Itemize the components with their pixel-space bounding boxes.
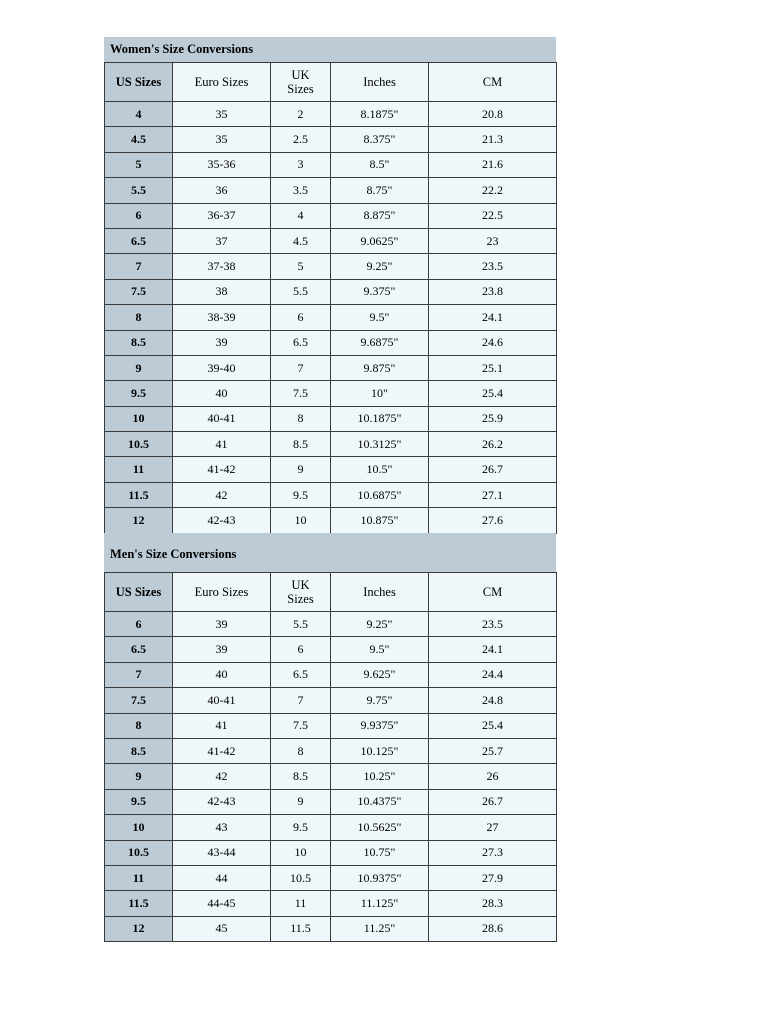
euro-size-cell: 41 bbox=[173, 713, 271, 738]
uk-size-cell: 8 bbox=[271, 738, 331, 763]
inches-cell: 10.6875" bbox=[331, 482, 429, 507]
euro-size-cell: 42-43 bbox=[173, 789, 271, 814]
inches-cell: 8.1875" bbox=[331, 102, 429, 127]
inches-cell: 9.5" bbox=[331, 637, 429, 662]
uk-size-cell: 5.5 bbox=[271, 279, 331, 304]
us-size-cell: 12 bbox=[105, 916, 173, 941]
cm-cell: 27.1 bbox=[429, 482, 557, 507]
us-size-cell: 6 bbox=[105, 612, 173, 637]
us-size-cell: 8.5 bbox=[105, 330, 173, 355]
col-header-uk-sizes: UK Sizes bbox=[271, 573, 331, 612]
table-row bbox=[105, 612, 557, 637]
uk-size-cell: 8 bbox=[271, 406, 331, 431]
cm-cell: 20.8 bbox=[429, 102, 557, 127]
inches-cell: 9.375" bbox=[331, 279, 429, 304]
table-row bbox=[105, 178, 557, 203]
euro-size-cell: 45 bbox=[173, 916, 271, 941]
table-row bbox=[105, 203, 557, 228]
us-size-cell: 4.5 bbox=[105, 127, 173, 152]
inches-cell: 10.5" bbox=[331, 457, 429, 482]
euro-size-cell: 40-41 bbox=[173, 688, 271, 713]
uk-size-cell: 10 bbox=[271, 508, 331, 533]
uk-size-cell: 11 bbox=[271, 891, 331, 916]
table-row bbox=[105, 865, 557, 890]
euro-size-cell: 42 bbox=[173, 482, 271, 507]
cm-cell: 25.4 bbox=[429, 381, 557, 406]
table-row bbox=[105, 127, 557, 152]
inches-cell: 8.375" bbox=[331, 127, 429, 152]
uk-size-cell: 7.5 bbox=[271, 381, 331, 406]
us-size-cell: 10 bbox=[105, 815, 173, 840]
uk-size-cell: 10.5 bbox=[271, 865, 331, 890]
cm-cell: 26.7 bbox=[429, 457, 557, 482]
euro-size-cell: 43-44 bbox=[173, 840, 271, 865]
inches-cell: 9.5" bbox=[331, 305, 429, 330]
us-size-cell: 5.5 bbox=[105, 178, 173, 203]
women-size-table bbox=[104, 62, 557, 534]
col-header-inches: Inches bbox=[331, 63, 429, 102]
inches-cell: 10.25" bbox=[331, 764, 429, 789]
euro-size-cell: 40 bbox=[173, 381, 271, 406]
col-header-cm: CM bbox=[429, 573, 557, 612]
cm-cell: 27 bbox=[429, 815, 557, 840]
inches-cell: 9.9375" bbox=[331, 713, 429, 738]
cm-cell: 23.5 bbox=[429, 254, 557, 279]
euro-size-cell: 38-39 bbox=[173, 305, 271, 330]
table-row bbox=[105, 279, 557, 304]
us-size-cell: 9 bbox=[105, 355, 173, 380]
table-row bbox=[105, 152, 557, 177]
men-table-title: Men's Size Conversions bbox=[104, 533, 556, 572]
cm-cell: 24.6 bbox=[429, 330, 557, 355]
inches-cell: 10.4375" bbox=[331, 789, 429, 814]
euro-size-cell: 39 bbox=[173, 637, 271, 662]
women-size-table-block bbox=[104, 37, 556, 534]
table-row bbox=[105, 432, 557, 457]
cm-cell: 28.3 bbox=[429, 891, 557, 916]
us-size-cell: 12 bbox=[105, 508, 173, 533]
uk-size-cell: 8.5 bbox=[271, 432, 331, 457]
uk-size-cell: 7 bbox=[271, 355, 331, 380]
table-row bbox=[105, 305, 557, 330]
euro-size-cell: 35 bbox=[173, 102, 271, 127]
uk-size-cell: 6.5 bbox=[271, 662, 331, 687]
cm-cell: 25.4 bbox=[429, 713, 557, 738]
us-size-cell: 10 bbox=[105, 406, 173, 431]
us-size-cell: 10.5 bbox=[105, 840, 173, 865]
cm-cell: 28.6 bbox=[429, 916, 557, 941]
inches-cell: 9.25" bbox=[331, 254, 429, 279]
uk-size-cell: 5 bbox=[271, 254, 331, 279]
table-row bbox=[105, 815, 557, 840]
euro-size-cell: 40 bbox=[173, 662, 271, 687]
euro-size-cell: 37 bbox=[173, 228, 271, 253]
inches-cell: 10.3125" bbox=[331, 432, 429, 457]
table-row bbox=[105, 637, 557, 662]
uk-size-cell: 9 bbox=[271, 457, 331, 482]
table-row bbox=[105, 764, 557, 789]
table-row bbox=[105, 713, 557, 738]
table-row bbox=[105, 482, 557, 507]
inches-cell: 8.75" bbox=[331, 178, 429, 203]
uk-size-cell: 6 bbox=[271, 637, 331, 662]
euro-size-cell: 42-43 bbox=[173, 508, 271, 533]
uk-size-cell: 8.5 bbox=[271, 764, 331, 789]
euro-size-cell: 44-45 bbox=[173, 891, 271, 916]
uk-size-cell: 5.5 bbox=[271, 612, 331, 637]
col-header-cm: CM bbox=[429, 63, 557, 102]
cm-cell: 23.5 bbox=[429, 612, 557, 637]
uk-size-cell: 3.5 bbox=[271, 178, 331, 203]
us-size-cell: 10.5 bbox=[105, 432, 173, 457]
cm-cell: 25.9 bbox=[429, 406, 557, 431]
us-size-cell: 9.5 bbox=[105, 381, 173, 406]
table-row bbox=[105, 738, 557, 763]
uk-size-cell: 4 bbox=[271, 203, 331, 228]
euro-size-cell: 39 bbox=[173, 330, 271, 355]
table-row bbox=[105, 891, 557, 916]
us-size-cell: 7.5 bbox=[105, 688, 173, 713]
uk-size-cell: 6.5 bbox=[271, 330, 331, 355]
col-header-inches: Inches bbox=[331, 573, 429, 612]
euro-size-cell: 37-38 bbox=[173, 254, 271, 279]
cm-cell: 27.3 bbox=[429, 840, 557, 865]
inches-cell: 9.875" bbox=[331, 355, 429, 380]
us-size-cell: 7 bbox=[105, 662, 173, 687]
inches-cell: 10" bbox=[331, 381, 429, 406]
cm-cell: 24.1 bbox=[429, 305, 557, 330]
us-size-cell: 11 bbox=[105, 865, 173, 890]
uk-size-cell: 9 bbox=[271, 789, 331, 814]
us-size-cell: 11 bbox=[105, 457, 173, 482]
inches-cell: 11.25" bbox=[331, 916, 429, 941]
us-size-cell: 8 bbox=[105, 305, 173, 330]
uk-size-cell: 2 bbox=[271, 102, 331, 127]
inches-cell: 11.125" bbox=[331, 891, 429, 916]
table-row bbox=[105, 406, 557, 431]
euro-size-cell: 36 bbox=[173, 178, 271, 203]
cm-cell: 26.2 bbox=[429, 432, 557, 457]
table-row bbox=[105, 330, 557, 355]
men-size-table bbox=[104, 572, 557, 942]
inches-cell: 9.0625" bbox=[331, 228, 429, 253]
us-size-cell: 6 bbox=[105, 203, 173, 228]
cm-cell: 22.2 bbox=[429, 178, 557, 203]
cm-cell: 23.8 bbox=[429, 279, 557, 304]
inches-cell: 9.6875" bbox=[331, 330, 429, 355]
men-size-table-block bbox=[104, 533, 556, 942]
cm-cell: 25.7 bbox=[429, 738, 557, 763]
col-header-euro-sizes: Euro Sizes bbox=[173, 573, 271, 612]
table-row bbox=[105, 102, 557, 127]
us-size-cell: 8 bbox=[105, 713, 173, 738]
inches-cell: 10.125" bbox=[331, 738, 429, 763]
table-row bbox=[105, 254, 557, 279]
euro-size-cell: 38 bbox=[173, 279, 271, 304]
inches-cell: 10.875" bbox=[331, 508, 429, 533]
inches-cell: 8.875" bbox=[331, 203, 429, 228]
us-size-cell: 7.5 bbox=[105, 279, 173, 304]
women-header-row bbox=[105, 63, 557, 102]
euro-size-cell: 42 bbox=[173, 764, 271, 789]
euro-size-cell: 41-42 bbox=[173, 738, 271, 763]
cm-cell: 21.3 bbox=[429, 127, 557, 152]
inches-cell: 10.9375" bbox=[331, 865, 429, 890]
cm-cell: 26 bbox=[429, 764, 557, 789]
us-size-cell: 9.5 bbox=[105, 789, 173, 814]
us-size-cell: 11.5 bbox=[105, 891, 173, 916]
cm-cell: 24.1 bbox=[429, 637, 557, 662]
inches-cell: 9.25" bbox=[331, 612, 429, 637]
cm-cell: 22.5 bbox=[429, 203, 557, 228]
uk-size-cell: 9.5 bbox=[271, 482, 331, 507]
table-row bbox=[105, 840, 557, 865]
col-header-uk-sizes: UK Sizes bbox=[271, 63, 331, 102]
uk-size-cell: 10 bbox=[271, 840, 331, 865]
uk-size-cell: 7.5 bbox=[271, 713, 331, 738]
cm-cell: 25.1 bbox=[429, 355, 557, 380]
table-row bbox=[105, 688, 557, 713]
euro-size-cell: 43 bbox=[173, 815, 271, 840]
euro-size-cell: 41-42 bbox=[173, 457, 271, 482]
us-size-cell: 6.5 bbox=[105, 637, 173, 662]
uk-size-cell: 3 bbox=[271, 152, 331, 177]
cm-cell: 23 bbox=[429, 228, 557, 253]
inches-cell: 10.1875" bbox=[331, 406, 429, 431]
uk-size-cell: 7 bbox=[271, 688, 331, 713]
table-row bbox=[105, 355, 557, 380]
inches-cell: 9.625" bbox=[331, 662, 429, 687]
inches-cell: 8.5" bbox=[331, 152, 429, 177]
euro-size-cell: 39-40 bbox=[173, 355, 271, 380]
cm-cell: 24.4 bbox=[429, 662, 557, 687]
uk-size-cell: 4.5 bbox=[271, 228, 331, 253]
euro-size-cell: 35-36 bbox=[173, 152, 271, 177]
euro-size-cell: 39 bbox=[173, 612, 271, 637]
table-row bbox=[105, 457, 557, 482]
men-table-body bbox=[105, 612, 557, 942]
us-size-cell: 4 bbox=[105, 102, 173, 127]
uk-size-cell: 2.5 bbox=[271, 127, 331, 152]
cm-cell: 27.6 bbox=[429, 508, 557, 533]
col-header-us-sizes: US Sizes bbox=[105, 573, 173, 612]
us-size-cell: 6.5 bbox=[105, 228, 173, 253]
table-row bbox=[105, 381, 557, 406]
table-row bbox=[105, 662, 557, 687]
cm-cell: 24.8 bbox=[429, 688, 557, 713]
table-row bbox=[105, 228, 557, 253]
cm-cell: 26.7 bbox=[429, 789, 557, 814]
euro-size-cell: 40-41 bbox=[173, 406, 271, 431]
table-row bbox=[105, 916, 557, 941]
us-size-cell: 8.5 bbox=[105, 738, 173, 763]
euro-size-cell: 36-37 bbox=[173, 203, 271, 228]
table-row bbox=[105, 789, 557, 814]
us-size-cell: 11.5 bbox=[105, 482, 173, 507]
col-header-euro-sizes: Euro Sizes bbox=[173, 63, 271, 102]
euro-size-cell: 41 bbox=[173, 432, 271, 457]
us-size-cell: 7 bbox=[105, 254, 173, 279]
uk-size-cell: 6 bbox=[271, 305, 331, 330]
uk-size-cell: 9.5 bbox=[271, 815, 331, 840]
euro-size-cell: 35 bbox=[173, 127, 271, 152]
uk-size-cell: 11.5 bbox=[271, 916, 331, 941]
men-header-row bbox=[105, 573, 557, 612]
women-table-body bbox=[105, 102, 557, 534]
euro-size-cell: 44 bbox=[173, 865, 271, 890]
women-table-title: Women's Size Conversions bbox=[104, 37, 556, 62]
cm-cell: 21.6 bbox=[429, 152, 557, 177]
us-size-cell: 9 bbox=[105, 764, 173, 789]
table-row bbox=[105, 508, 557, 533]
inches-cell: 10.5625" bbox=[331, 815, 429, 840]
us-size-cell: 5 bbox=[105, 152, 173, 177]
col-header-us-sizes: US Sizes bbox=[105, 63, 173, 102]
inches-cell: 10.75" bbox=[331, 840, 429, 865]
inches-cell: 9.75" bbox=[331, 688, 429, 713]
cm-cell: 27.9 bbox=[429, 865, 557, 890]
